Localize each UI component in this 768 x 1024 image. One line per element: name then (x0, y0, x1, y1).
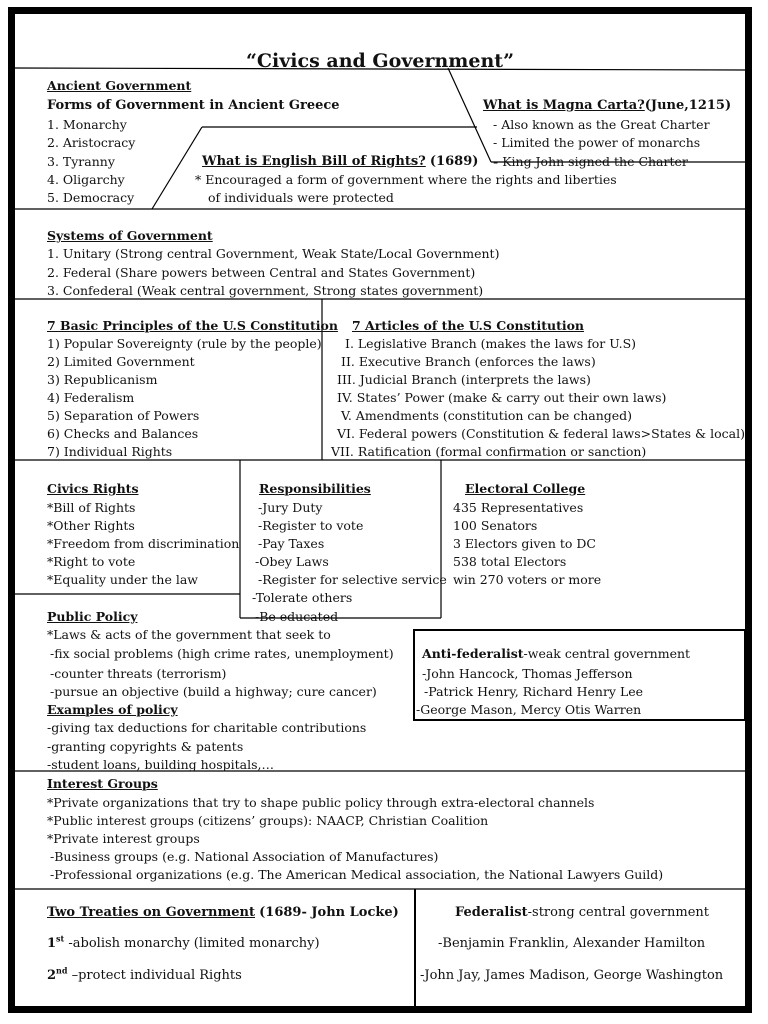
list-item: 2. Aristocracy (47, 135, 136, 150)
federalist-desc: -strong central government (527, 905, 709, 920)
public-policy-heading: Public Policy (47, 609, 138, 624)
list-item: 5) Separation of Powers (47, 408, 200, 423)
list-item: -Tolerate others (252, 590, 353, 605)
list-item: -Register for selective service (258, 572, 447, 587)
anti-federalist-label: Anti-federalist (422, 646, 524, 661)
list-item: -Patrick Henry, Richard Henry Lee (424, 684, 644, 699)
list-item: -giving tax deductions for charitable contributions (47, 720, 367, 735)
treaty-first: 1st -abolish monarchy (limited monarchy) (47, 933, 320, 951)
electoral-heading: Electoral College (465, 481, 586, 496)
list-item: -John Hancock, Thomas Jefferson (422, 666, 633, 681)
magna-carta-heading (483, 97, 731, 115)
responsibilities-heading: Responsibilities (259, 481, 371, 496)
list-item: -Benjamin Franklin, Alexander Hamilton (438, 936, 706, 951)
list-item: 7) Individual Rights (47, 444, 173, 459)
bill-of-rights-heading (202, 153, 478, 171)
list-item: 6) Checks and Balances (47, 426, 199, 441)
list-item: I. Legislative Branch (makes the laws for U.S) (345, 336, 637, 351)
interest-groups-heading: Interest Groups (47, 776, 158, 791)
list-item: -counter threats (terrorism) (50, 666, 227, 681)
page-title: “Civics and Government” (246, 50, 514, 72)
list-item: *Equality under the law (47, 572, 198, 587)
list-item: 4) Federalism (47, 390, 135, 405)
bill-of-rights-line: * Encouraged a form of government where the rights and liberties (195, 172, 617, 187)
list-item: -pursue an objective (build a highway; cure cancer) (50, 684, 377, 699)
list-item: *Private interest groups (47, 831, 200, 846)
list-item: *Laws & acts of the government that seek to (47, 627, 331, 642)
list-item: -Jury Duty (258, 500, 323, 515)
list-item: *Bill of Rights (47, 500, 136, 515)
list-item: -George Mason, Mercy Otis Warren (416, 702, 642, 717)
examples-heading: Examples of policy (47, 702, 178, 717)
list-item: 1) Popular Sovereignty (rule by the people) (47, 336, 322, 351)
list-item: 3. Confederal (Weak central government, Strong states government) (47, 283, 484, 298)
list-item: - Limited the power of monarchs (493, 135, 701, 150)
list-item: - Also known as the Great Charter (493, 117, 710, 132)
list-item: *Other Rights (47, 518, 135, 533)
list-item: -Professional organizations (e.g. The American Medical association, the National Lawyers Guild) (50, 867, 664, 882)
list-item: 100 Senators (453, 518, 538, 533)
list-item: -student loans, building hospitals,… (47, 757, 274, 772)
study-sheet (8, 7, 752, 1013)
list-item: 538 total Electors (453, 554, 567, 569)
anti-federalist-desc: -weak central government (523, 646, 691, 661)
list-item: 4. Oligarchy (47, 172, 125, 187)
principles-heading: 7 Basic Principles of the U.S Constitution (47, 318, 338, 333)
bill-of-rights-title: What is English Bill of Rights? (202, 154, 426, 169)
list-item: *Private organizations that try to shape public policy through extra-electoral channels (47, 795, 595, 810)
list-item: -Register to vote (258, 518, 364, 533)
list-item: V. Amendments (constitution can be changed) (341, 408, 633, 423)
bill-of-rights-date: (1689) (429, 154, 479, 169)
list-item: win 270 voters or more (453, 572, 602, 587)
list-item: 435 Representatives (453, 500, 584, 515)
list-item: VI. Federal powers (Constitution & federal laws>States & local) (337, 426, 745, 441)
list-item: II. Executive Branch (enforces the laws) (341, 354, 596, 369)
bill-of-rights-line: of individuals were protected (208, 190, 394, 205)
magna-carta-date: (June,1215) (644, 98, 732, 113)
list-item: IV. States’ Power (make & carry out their own laws) (337, 390, 667, 405)
federalist-label: Federalist (455, 905, 528, 920)
treaties-suffix: (1689- John Locke) (259, 905, 399, 920)
list-item: - King John signed the Charter (493, 154, 688, 169)
systems-heading: Systems of Government (47, 228, 213, 243)
list-item: -Business groups (e.g. National Association of Manufactures) (50, 849, 439, 864)
anti-federalist-heading (422, 645, 690, 663)
list-item: 2. Federal (Share powers between Central and States Government) (47, 265, 476, 280)
federalist-heading (455, 904, 709, 922)
list-item: -John Jay, James Madison, George Washington (420, 968, 724, 983)
list-item: VII. Ratification (formal confirmation or sanction) (331, 444, 647, 459)
treaties-title: Two Treaties on Government (47, 905, 255, 920)
list-item: 3. Tyranny (47, 154, 115, 169)
articles-heading: 7 Articles of the U.S Constitution (352, 318, 585, 333)
list-item: *Freedom from discrimination (47, 536, 240, 551)
civics-rights-heading: Civics Rights (47, 481, 139, 496)
ancient-subheading: Forms of Government in Ancient Greece (47, 98, 340, 113)
treaties-heading (47, 904, 399, 922)
list-item: 3 Electors given to DC (453, 536, 596, 551)
list-item: -Pay Taxes (258, 536, 325, 551)
list-item: 2) Limited Government (47, 354, 195, 369)
list-item: 5. Democracy (47, 190, 135, 205)
list-item: -Obey Laws (255, 554, 329, 569)
magna-carta-title: What is Magna Carta? (483, 98, 645, 113)
list-item: -granting copyrights & patents (47, 739, 244, 754)
list-item: III. Judicial Branch (interprets the laws) (337, 372, 591, 387)
list-item: 3) Republicanism (47, 372, 158, 387)
list-item: -Be educated (255, 609, 339, 624)
list-item: *Right to vote (47, 554, 136, 569)
list-item: *Public interest groups (citizens’ groups): NAACP, Christian Coalition (47, 813, 489, 828)
ancient-heading: Ancient Government (47, 78, 192, 93)
treaty-second: 2nd –protect individual Rights (47, 965, 242, 983)
list-item: -fix social problems (high crime rates, unemployment) (50, 646, 394, 661)
list-item: 1. Monarchy (47, 117, 127, 132)
list-item: 1. Unitary (Strong central Government, Weak State/Local Government) (47, 246, 500, 261)
